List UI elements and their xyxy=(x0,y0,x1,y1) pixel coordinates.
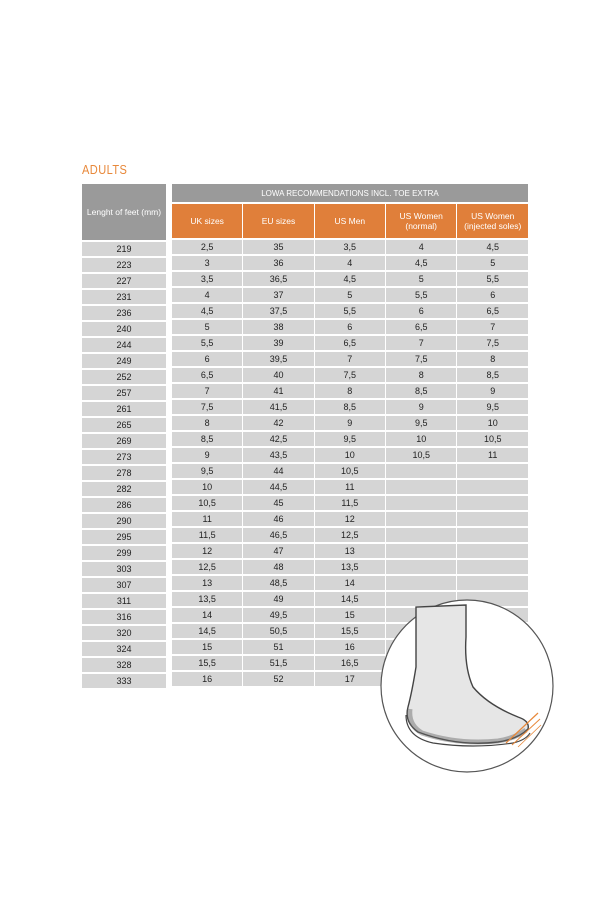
us-women-injected-cell: 8 xyxy=(457,351,528,367)
us-men-cell: 16,5 xyxy=(314,655,385,671)
us-men-cell: 12,5 xyxy=(314,527,385,543)
uk-size-cell: 6 xyxy=(172,351,243,367)
foot-length-row xyxy=(82,561,166,577)
uk-size-cell: 6,5 xyxy=(172,367,243,383)
size-row xyxy=(172,351,528,367)
uk-size-cell: 12 xyxy=(172,543,243,559)
eu-size-cell: 39,5 xyxy=(243,351,314,367)
us-women-cell xyxy=(385,479,456,495)
eu-size-cell: 43,5 xyxy=(243,447,314,463)
us-men-cell: 6,5 xyxy=(314,335,385,351)
us-women-cell: 8 xyxy=(385,367,456,383)
foot-length-row xyxy=(82,433,166,449)
us-men-cell: 7,5 xyxy=(314,367,385,383)
uk-size-cell: 10 xyxy=(172,479,243,495)
foot-length-cell: 324 xyxy=(82,641,166,657)
eu-size-cell: 49 xyxy=(243,591,314,607)
uk-size-cell: 14,5 xyxy=(172,623,243,639)
eu-size-cell: 51 xyxy=(243,639,314,655)
us-women-injected-cell: 6 xyxy=(457,287,528,303)
foot-length-row xyxy=(82,641,166,657)
size-row xyxy=(172,239,528,255)
uk-size-cell: 7 xyxy=(172,383,243,399)
foot-length-cell: 252 xyxy=(82,369,166,385)
foot-length-row xyxy=(82,449,166,465)
us-women-cell xyxy=(385,511,456,527)
us-women-cell: 6 xyxy=(385,303,456,319)
us-men-cell: 10 xyxy=(314,447,385,463)
foot-length-cell: 269 xyxy=(82,433,166,449)
size-row xyxy=(172,463,528,479)
uk-size-cell: 4 xyxy=(172,287,243,303)
uk-size-cell: 12,5 xyxy=(172,559,243,575)
foot-length-row xyxy=(82,465,166,481)
uk-size-cell: 4,5 xyxy=(172,303,243,319)
col-header-us-men: US Men xyxy=(314,203,385,239)
us-women-injected-cell: 4,5 xyxy=(457,239,528,255)
us-women-cell: 10,5 xyxy=(385,447,456,463)
us-men-cell: 9 xyxy=(314,415,385,431)
size-row xyxy=(172,303,528,319)
foot-length-row xyxy=(82,657,166,673)
foot-length-row xyxy=(82,609,166,625)
foot-length-cell: 299 xyxy=(82,545,166,561)
foot-length-row xyxy=(82,289,166,305)
foot-length-cell: 290 xyxy=(82,513,166,529)
us-women-cell: 5 xyxy=(385,271,456,287)
foot-length-row xyxy=(82,353,166,369)
us-women-injected-cell xyxy=(457,559,528,575)
foot-length-row xyxy=(82,593,166,609)
us-women-cell: 10 xyxy=(385,431,456,447)
us-women-injected-cell: 11 xyxy=(457,447,528,463)
us-women-cell: 4,5 xyxy=(385,255,456,271)
eu-size-cell: 41 xyxy=(243,383,314,399)
uk-size-cell: 9 xyxy=(172,447,243,463)
eu-size-cell: 41,5 xyxy=(243,399,314,415)
foot-length-row xyxy=(82,241,166,257)
eu-size-cell: 40 xyxy=(243,367,314,383)
us-women-injected-cell xyxy=(457,495,528,511)
foot-length-cell: 227 xyxy=(82,273,166,289)
eu-size-cell: 44,5 xyxy=(243,479,314,495)
uk-size-cell: 7,5 xyxy=(172,399,243,415)
us-women-cell xyxy=(385,495,456,511)
us-men-cell: 14,5 xyxy=(314,591,385,607)
uk-size-cell: 8,5 xyxy=(172,431,243,447)
col-header-us-women-injected: US Women (injected soles) xyxy=(457,203,528,239)
eu-size-cell: 39 xyxy=(243,335,314,351)
us-women-injected-cell xyxy=(457,543,528,559)
us-men-cell: 10,5 xyxy=(314,463,385,479)
uk-size-cell: 2,5 xyxy=(172,239,243,255)
foot-length-cell: 265 xyxy=(82,417,166,433)
foot-length-cell: 219 xyxy=(82,241,166,257)
col-header-uk: UK sizes xyxy=(172,203,243,239)
eu-size-cell: 50,5 xyxy=(243,623,314,639)
us-men-cell: 6 xyxy=(314,319,385,335)
foot-length-cell: 261 xyxy=(82,401,166,417)
eu-size-cell: 37 xyxy=(243,287,314,303)
eu-size-cell: 46 xyxy=(243,511,314,527)
foot-length-cell: 244 xyxy=(82,337,166,353)
eu-size-cell: 44 xyxy=(243,463,314,479)
us-women-cell: 8,5 xyxy=(385,383,456,399)
us-men-cell: 16 xyxy=(314,639,385,655)
us-men-cell: 7 xyxy=(314,351,385,367)
us-women-injected-cell: 7 xyxy=(457,319,528,335)
foot-length-row xyxy=(82,257,166,273)
us-women-cell: 6,5 xyxy=(385,319,456,335)
us-women-cell xyxy=(385,559,456,575)
size-row xyxy=(172,575,528,591)
uk-size-cell: 3,5 xyxy=(172,271,243,287)
us-men-cell: 14 xyxy=(314,575,385,591)
us-women-injected-cell: 9,5 xyxy=(457,399,528,415)
us-women-injected-cell: 9 xyxy=(457,383,528,399)
foot-length-row xyxy=(82,625,166,641)
us-women-injected-cell: 6,5 xyxy=(457,303,528,319)
foot-length-row xyxy=(82,417,166,433)
foot-length-row xyxy=(82,305,166,321)
recommendations-header: LOWA RECOMMENDATIONS INCL. TOE EXTRA xyxy=(172,184,528,203)
us-women-injected-cell xyxy=(457,463,528,479)
eu-size-cell: 45 xyxy=(243,495,314,511)
foot-length-cell: 303 xyxy=(82,561,166,577)
size-row xyxy=(172,511,528,527)
us-men-cell: 9,5 xyxy=(314,431,385,447)
eu-size-cell: 42 xyxy=(243,415,314,431)
col-header-eu: EU sizes xyxy=(243,203,314,239)
uk-size-cell: 5,5 xyxy=(172,335,243,351)
foot-length-row xyxy=(82,401,166,417)
size-row xyxy=(172,479,528,495)
foot-length-row xyxy=(82,497,166,513)
us-women-cell xyxy=(385,527,456,543)
uk-size-cell: 11 xyxy=(172,511,243,527)
foot-length-cell: 231 xyxy=(82,289,166,305)
eu-size-cell: 51,5 xyxy=(243,655,314,671)
uk-size-cell: 16 xyxy=(172,671,243,687)
us-women-injected-cell xyxy=(457,575,528,591)
foot-length-row xyxy=(82,545,166,561)
foot-measurement-icon xyxy=(378,597,556,775)
us-women-injected-cell xyxy=(457,527,528,543)
us-women-cell xyxy=(385,543,456,559)
size-row xyxy=(172,335,528,351)
us-women-cell xyxy=(385,575,456,591)
us-women-cell: 9 xyxy=(385,399,456,415)
uk-size-cell: 3 xyxy=(172,255,243,271)
uk-size-cell: 8 xyxy=(172,415,243,431)
foot-length-table xyxy=(82,184,166,690)
uk-size-cell: 5 xyxy=(172,319,243,335)
foot-length-row xyxy=(82,529,166,545)
us-men-cell: 5 xyxy=(314,287,385,303)
eu-size-cell: 37,5 xyxy=(243,303,314,319)
foot-length-cell: 316 xyxy=(82,609,166,625)
foot-length-cell: 295 xyxy=(82,529,166,545)
us-women-cell xyxy=(385,463,456,479)
us-men-cell: 3,5 xyxy=(314,239,385,255)
eu-size-cell: 42,5 xyxy=(243,431,314,447)
us-men-cell: 13 xyxy=(314,543,385,559)
foot-length-cell: 240 xyxy=(82,321,166,337)
foot-length-row xyxy=(82,369,166,385)
us-women-cell: 5,5 xyxy=(385,287,456,303)
uk-size-cell: 15 xyxy=(172,639,243,655)
foot-length-cell: 311 xyxy=(82,593,166,609)
eu-size-cell: 38 xyxy=(243,319,314,335)
size-row xyxy=(172,287,528,303)
foot-length-header: Lenght of feet (mm) xyxy=(82,184,166,241)
us-men-cell: 4,5 xyxy=(314,271,385,287)
us-men-cell: 8 xyxy=(314,383,385,399)
uk-size-cell: 9,5 xyxy=(172,463,243,479)
size-row xyxy=(172,255,528,271)
uk-size-cell: 14 xyxy=(172,607,243,623)
us-women-injected-cell xyxy=(457,511,528,527)
foot-length-row xyxy=(82,673,166,689)
foot-length-cell: 236 xyxy=(82,305,166,321)
size-row xyxy=(172,495,528,511)
eu-size-cell: 35 xyxy=(243,239,314,255)
uk-size-cell: 11,5 xyxy=(172,527,243,543)
us-women-injected-cell: 10 xyxy=(457,415,528,431)
us-women-cell: 7 xyxy=(385,335,456,351)
foot-length-row xyxy=(82,385,166,401)
eu-size-cell: 52 xyxy=(243,671,314,687)
foot-length-cell: 257 xyxy=(82,385,166,401)
foot-length-cell: 223 xyxy=(82,257,166,273)
us-women-injected-cell: 5 xyxy=(457,255,528,271)
foot-length-row xyxy=(82,321,166,337)
size-row xyxy=(172,431,528,447)
foot-length-cell: 307 xyxy=(82,577,166,593)
eu-size-cell: 36,5 xyxy=(243,271,314,287)
us-women-cell: 4 xyxy=(385,239,456,255)
size-row xyxy=(172,271,528,287)
size-row xyxy=(172,367,528,383)
foot-length-row xyxy=(82,273,166,289)
foot-length-cell: 286 xyxy=(82,497,166,513)
foot-length-row xyxy=(82,337,166,353)
size-row xyxy=(172,543,528,559)
size-row xyxy=(172,319,528,335)
us-men-cell: 5,5 xyxy=(314,303,385,319)
eu-size-cell: 46,5 xyxy=(243,527,314,543)
size-row xyxy=(172,415,528,431)
us-women-injected-cell xyxy=(457,479,528,495)
us-women-injected-cell: 10,5 xyxy=(457,431,528,447)
eu-size-cell: 49,5 xyxy=(243,607,314,623)
foot-length-row xyxy=(82,577,166,593)
us-men-cell: 11,5 xyxy=(314,495,385,511)
us-men-cell: 12 xyxy=(314,511,385,527)
us-women-injected-cell: 7,5 xyxy=(457,335,528,351)
us-men-cell: 4 xyxy=(314,255,385,271)
us-men-cell: 17 xyxy=(314,671,385,687)
size-row xyxy=(172,399,528,415)
size-row xyxy=(172,447,528,463)
us-men-cell: 13,5 xyxy=(314,559,385,575)
us-women-injected-cell: 8,5 xyxy=(457,367,528,383)
size-row xyxy=(172,527,528,543)
uk-size-cell: 15,5 xyxy=(172,655,243,671)
foot-length-cell: 328 xyxy=(82,657,166,673)
us-men-cell: 11 xyxy=(314,479,385,495)
section-title: ADULTS xyxy=(82,162,128,177)
us-men-cell: 15 xyxy=(314,607,385,623)
size-row xyxy=(172,559,528,575)
eu-size-cell: 48 xyxy=(243,559,314,575)
us-women-injected-cell: 5,5 xyxy=(457,271,528,287)
foot-length-cell: 249 xyxy=(82,353,166,369)
foot-length-row xyxy=(82,481,166,497)
foot-length-cell: 273 xyxy=(82,449,166,465)
uk-size-cell: 10,5 xyxy=(172,495,243,511)
eu-size-cell: 48,5 xyxy=(243,575,314,591)
eu-size-cell: 47 xyxy=(243,543,314,559)
col-header-us-women: US Women (normal) xyxy=(385,203,456,239)
us-men-cell: 15,5 xyxy=(314,623,385,639)
eu-size-cell: 36 xyxy=(243,255,314,271)
us-men-cell: 8,5 xyxy=(314,399,385,415)
foot-length-cell: 320 xyxy=(82,625,166,641)
uk-size-cell: 13,5 xyxy=(172,591,243,607)
foot-length-cell: 333 xyxy=(82,673,166,689)
us-women-cell: 7,5 xyxy=(385,351,456,367)
foot-length-cell: 282 xyxy=(82,481,166,497)
foot-length-row xyxy=(82,513,166,529)
size-row xyxy=(172,383,528,399)
foot-length-cell: 278 xyxy=(82,465,166,481)
us-women-cell: 9,5 xyxy=(385,415,456,431)
uk-size-cell: 13 xyxy=(172,575,243,591)
